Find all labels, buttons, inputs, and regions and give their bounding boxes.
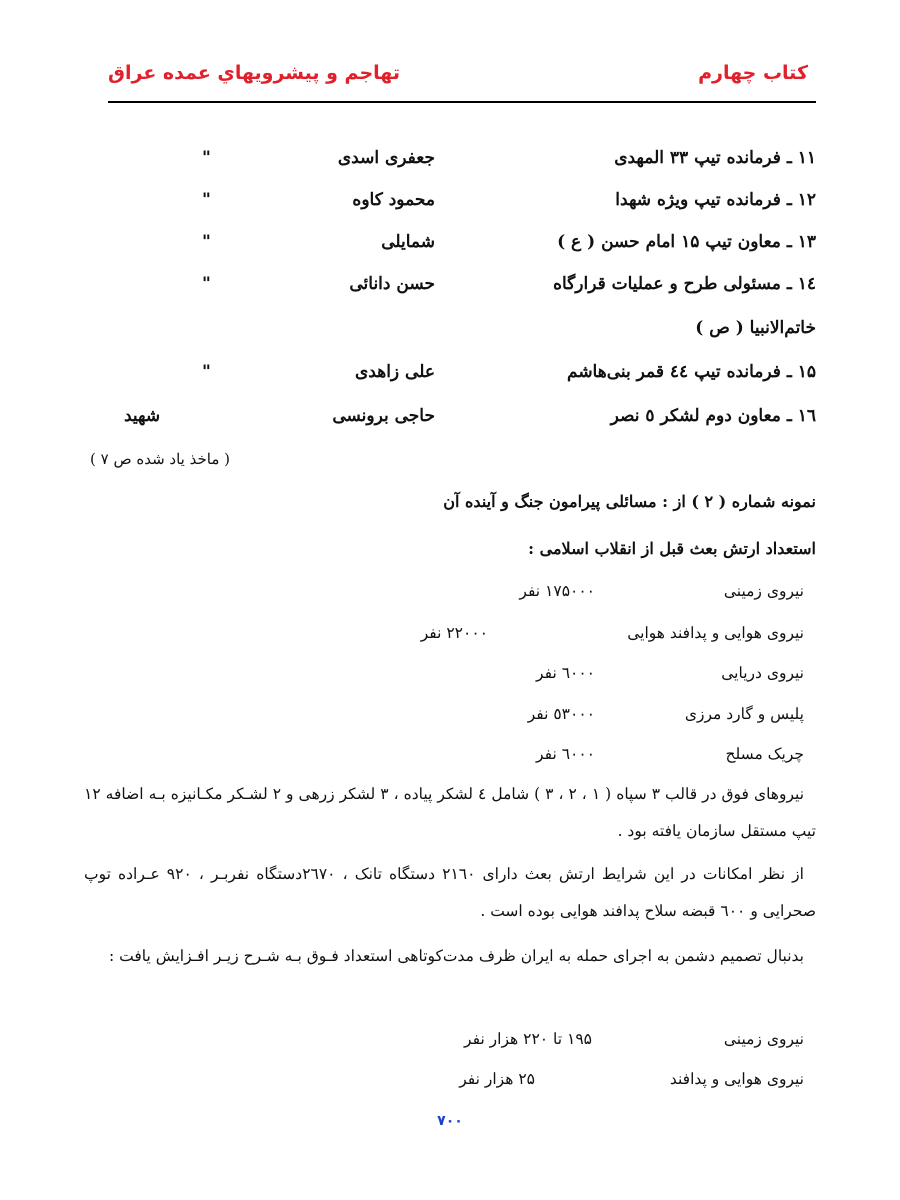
paragraph: از نظر امکانات در این شرایط ارتش بعث دارای ۲۱٦۰ دستگاه تانک ، ۲٦۷۰دستگاه نفربـر ، ۹۲۰ عـراده توپ صحرایی و ٦۰۰ قبضه سلاح پدافند هوایی بوده است .: [84, 865, 816, 920]
force-label: نیروی زمینی: [723, 1030, 804, 1048]
page-header: [0, 62, 900, 92]
row-status: ": [202, 362, 211, 382]
row-name: جعفری اسدی: [337, 148, 435, 168]
book-title: كتاب چهارم: [698, 62, 808, 84]
row-role: ۱٦ ـ معاون دوم لشکر ٥ نصر: [610, 406, 816, 426]
force-value: ۲۲۰۰۰ نفر: [420, 624, 488, 642]
force-label: نیروی دریایی: [721, 664, 804, 682]
force-value: ۱۹۵ تا ۲۲۰ هزار نفر: [464, 1030, 592, 1048]
header-divider: [108, 101, 816, 103]
force-value: ٥۳۰۰۰ نفر: [527, 705, 595, 723]
force-value: ۲۵ هزار نفر: [459, 1070, 535, 1088]
table-row: [0, 274, 900, 304]
row-status: ": [202, 274, 211, 294]
row-role: ۱۲ ـ فرمانده تیپ ویژه شهدا: [615, 190, 816, 210]
page-number: ۷۰۰: [437, 1113, 463, 1129]
force-value: ۱۷۵۰۰۰ نفر: [519, 582, 595, 600]
force-value: ٦۰۰۰ نفر: [536, 664, 595, 682]
force-value: ٦۰۰۰ نفر: [536, 745, 595, 763]
row-name: علی زاهدی: [355, 362, 435, 382]
row-status: ": [202, 190, 211, 210]
table-row: [0, 232, 900, 262]
row-name: حسن دانائی: [349, 274, 435, 294]
row-role: ۱۱ ـ فرمانده تیپ ۳۳ المهدی: [614, 148, 816, 168]
source-note: ( ماخذ یاد شده ص ۷ ): [90, 450, 230, 468]
force-label: نیروی زمینی: [723, 582, 804, 600]
force-label: چریک مسلح: [725, 745, 804, 763]
row-name: حاجی برونسی: [332, 406, 435, 426]
row-status: ": [202, 232, 211, 252]
paragraph: نیروهای فوق در قالب ۳ سپاه ( ۱ ، ۲ ، ۳ ) شامل ٤ لشکر پیاده ، ۳ لشکر زرهی و ۲ لشـکر مکـانیزه بـه اضافه ۱۲ تیپ مستقل سازمان یافته بود .: [84, 785, 816, 840]
table-row: [0, 190, 900, 220]
row-name: محمود کاوه: [352, 190, 435, 210]
row-role: خاتم‌الانبیا ( ص ): [695, 318, 816, 338]
force-label: پلیس و گارد مرزی: [684, 705, 804, 723]
row-name: شمایلی: [381, 232, 435, 252]
table-row: [0, 318, 900, 348]
row-role: ۱٤ ـ مسئولی طرح و عملیات قرارگاه: [553, 274, 816, 294]
paragraph: بدنبال تصمیم دشمن به اجرای حمله به ایران ظرف مدت‌کوتاهی استعداد فـوق بـه شـرح زیـر افـزایش یافت :: [108, 947, 804, 965]
force-label: نیروی هوایی و پدافند: [669, 1070, 804, 1088]
table-row: [0, 362, 900, 392]
row-status: ": [202, 148, 211, 168]
table-row: [0, 406, 900, 436]
row-status: شهید: [124, 406, 161, 426]
sample-heading: نمونه شماره ( ۲ ) از : مسائلی پیرامون جنگ و آینده آن: [443, 492, 816, 511]
row-role: ۱۵ ـ فرمانده تیپ ٤٤ قمر بنی‌هاشم: [567, 362, 816, 382]
force-label: نیروی هوایی و پدافند هوایی: [627, 624, 804, 642]
capacity-heading: استعداد ارتش بعث قبل از انقلاب اسلامی :: [528, 539, 816, 558]
chapter-title: تهاجم و پيشرويهاي عمده عراق: [108, 62, 400, 84]
row-role: ۱۳ ـ معاون تیپ ۱۵ امام حسن ( ع ): [557, 232, 816, 252]
table-row: [0, 148, 900, 178]
